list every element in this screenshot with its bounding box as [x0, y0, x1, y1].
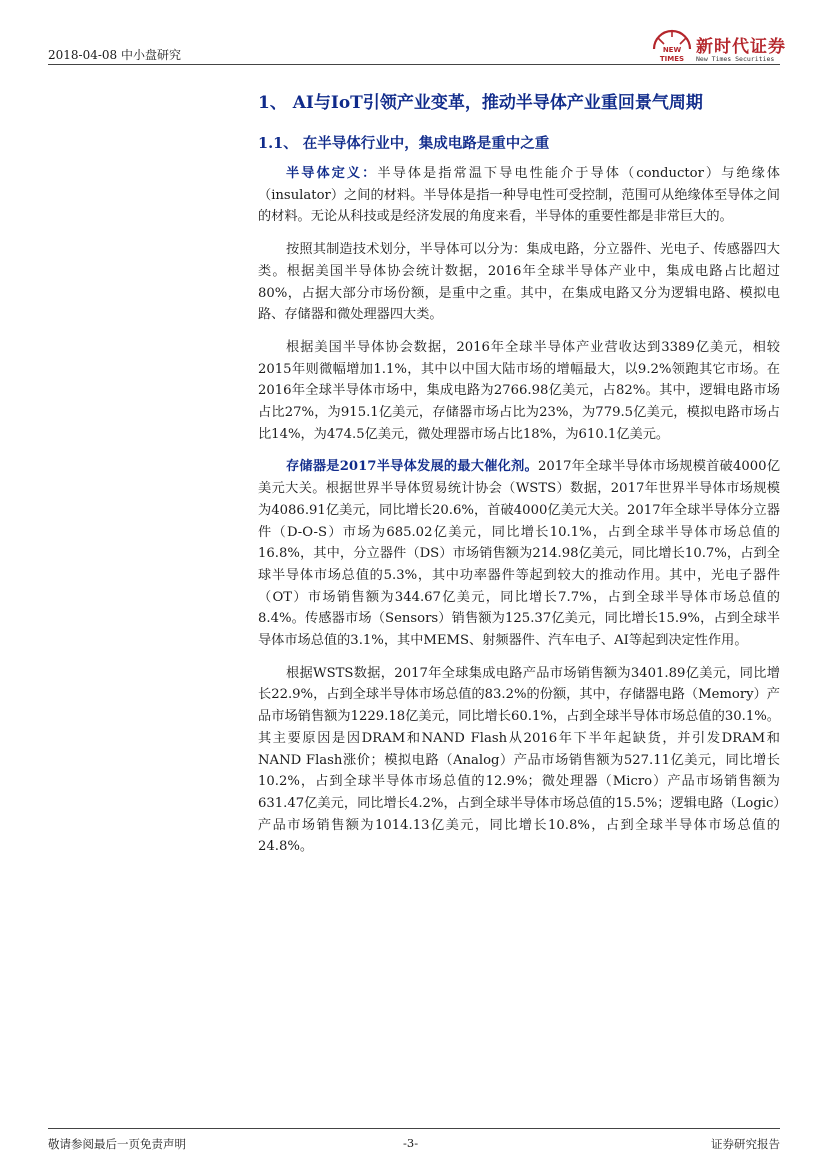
logo-english-name: New Times Securities: [696, 55, 775, 63]
report-body: [258, 163, 780, 869]
footer-report-type: 证券研究报告: [711, 1137, 780, 1151]
subsection-heading: 1.1、 在半导体行业中，集成电路是重中之重: [258, 135, 550, 152]
page-number: -3-: [403, 1136, 419, 1150]
paragraph-memory-catalyst: [258, 456, 780, 651]
footer-disclaimer: 敬请参阅最后一页免责声明: [48, 1137, 186, 1151]
paragraph-classification: 按照其制造技术划分，半导体可以分为：集成电路，分立器件、光电子、传感器四大类。根据美国半导体协会统计数据，2016年全球半导体产业中，集成电路占比超过80%，占据大部分市场份额，是重中之重。其中，在集成电路又分为逻辑电路、模拟电路、存储器和微处理器四大类。: [258, 242, 780, 323]
paragraph-lead: 半导体定义：: [286, 166, 378, 181]
footer-divider: [48, 1128, 780, 1129]
header-date-section: 2018-04-08 中小盘研究: [48, 48, 182, 62]
logo-chinese-name: 新时代证券: [696, 37, 786, 57]
svg-text:TIMES: TIMES: [659, 55, 685, 63]
paragraph-2016-market: 根据美国半导体协会数据，2016年全球半导体产业营收达到3389亿美元，相较2015年则微幅增加1.1%，其中以中国大陆市场的增幅最大，以9.2%领跑其它市场。在2016年全球半导体市场中，集成电路为2766.98亿美元，占82%。其中，逻辑电路市场占比27%，为915.1亿美元，存储器市场占比为23%，为779.5亿美元，模拟电路市场占比14%，为474.5亿美元，微处理器市场占比18%，为610.1亿美元。: [258, 339, 780, 442]
header-divider: [48, 64, 780, 65]
paragraph-wsts-ic-data: 根据WSTS数据，2017年全球集成电路产品市场销售额为3401.89亿美元，同比增长22.9%，占到全球半导体市场总值的83.2%的份额，其中，存储器电路（Memory）产品市场销售额为1229.18亿美元，同比增长60.1%，占到全球半导体市场总值的30.1%。其主要原因是因DRAM和NAND Flash从2016年下半年起缺货，并引发DRAM和NAND Flash涨价；模拟电路（Analog）产品市场销售额为527.11亿美元，同比增长10.2%，占到全球半导体市场总值的12.9%；微处理器（Micro）产品市场销售额为631.47亿美元，同比增长4.2%，占到全球半导体市场总值的15.5%；逻辑电路（Logic）产品市场销售额为1014.13亿美元，同比增长10.8%，占到全球半导体市场总值的24.8%。: [258, 665, 780, 855]
paragraph-lead: 存储器是2017半导体发展的最大催化剂。: [286, 459, 538, 475]
svg-text:NEW: NEW: [662, 46, 682, 54]
section-heading: 1、 AI与IoT引领产业变革，推动半导体产业重回景气周期: [258, 93, 703, 113]
paragraph-semiconductor-definition: [258, 163, 780, 228]
paragraph-text: 2017年全球半导体市场规模首破4000亿美元大关。根据世界半导体贸易统计协会（WSTS）数据，2017年世界半导体市场规模为4086.91亿美元，同比增长20.6%，首破4000亿美元大关。2017年全球半导体分立器件（D-O-S）市场为685.02亿美元，同比增长10.1%，占到全球半导体市场总值的16.8%，其中，分立器件（DS）市场销售额为214.98亿美元，同比增长10.7%，占到全球半导体市场总值的5.3%，其中功率器件等起到较大的推动作用。其中，光电子器件（OT）市场销售额为344.67亿美元，同比增长7.7%，占到全球半导体市场总值的8.4%。传感器市场（Sensors）销售额为125.37亿美元，同比增长15.9%，占到全球半导体市场总值的3.1%，其中MEMS、射频器件、汽车电子、AI等起到决定性作用。: [258, 459, 781, 649]
paragraph-text: 半导体是指常温下导电性能介于导体（conductor）与绝缘体（insulator）之间的材料。半导体是指一种导电性可受控制，范围可从绝缘体至导体之间的材料。无论从科技或是经济发展的角度来看，半导体的重要性都是非常巨大的。: [258, 166, 780, 225]
